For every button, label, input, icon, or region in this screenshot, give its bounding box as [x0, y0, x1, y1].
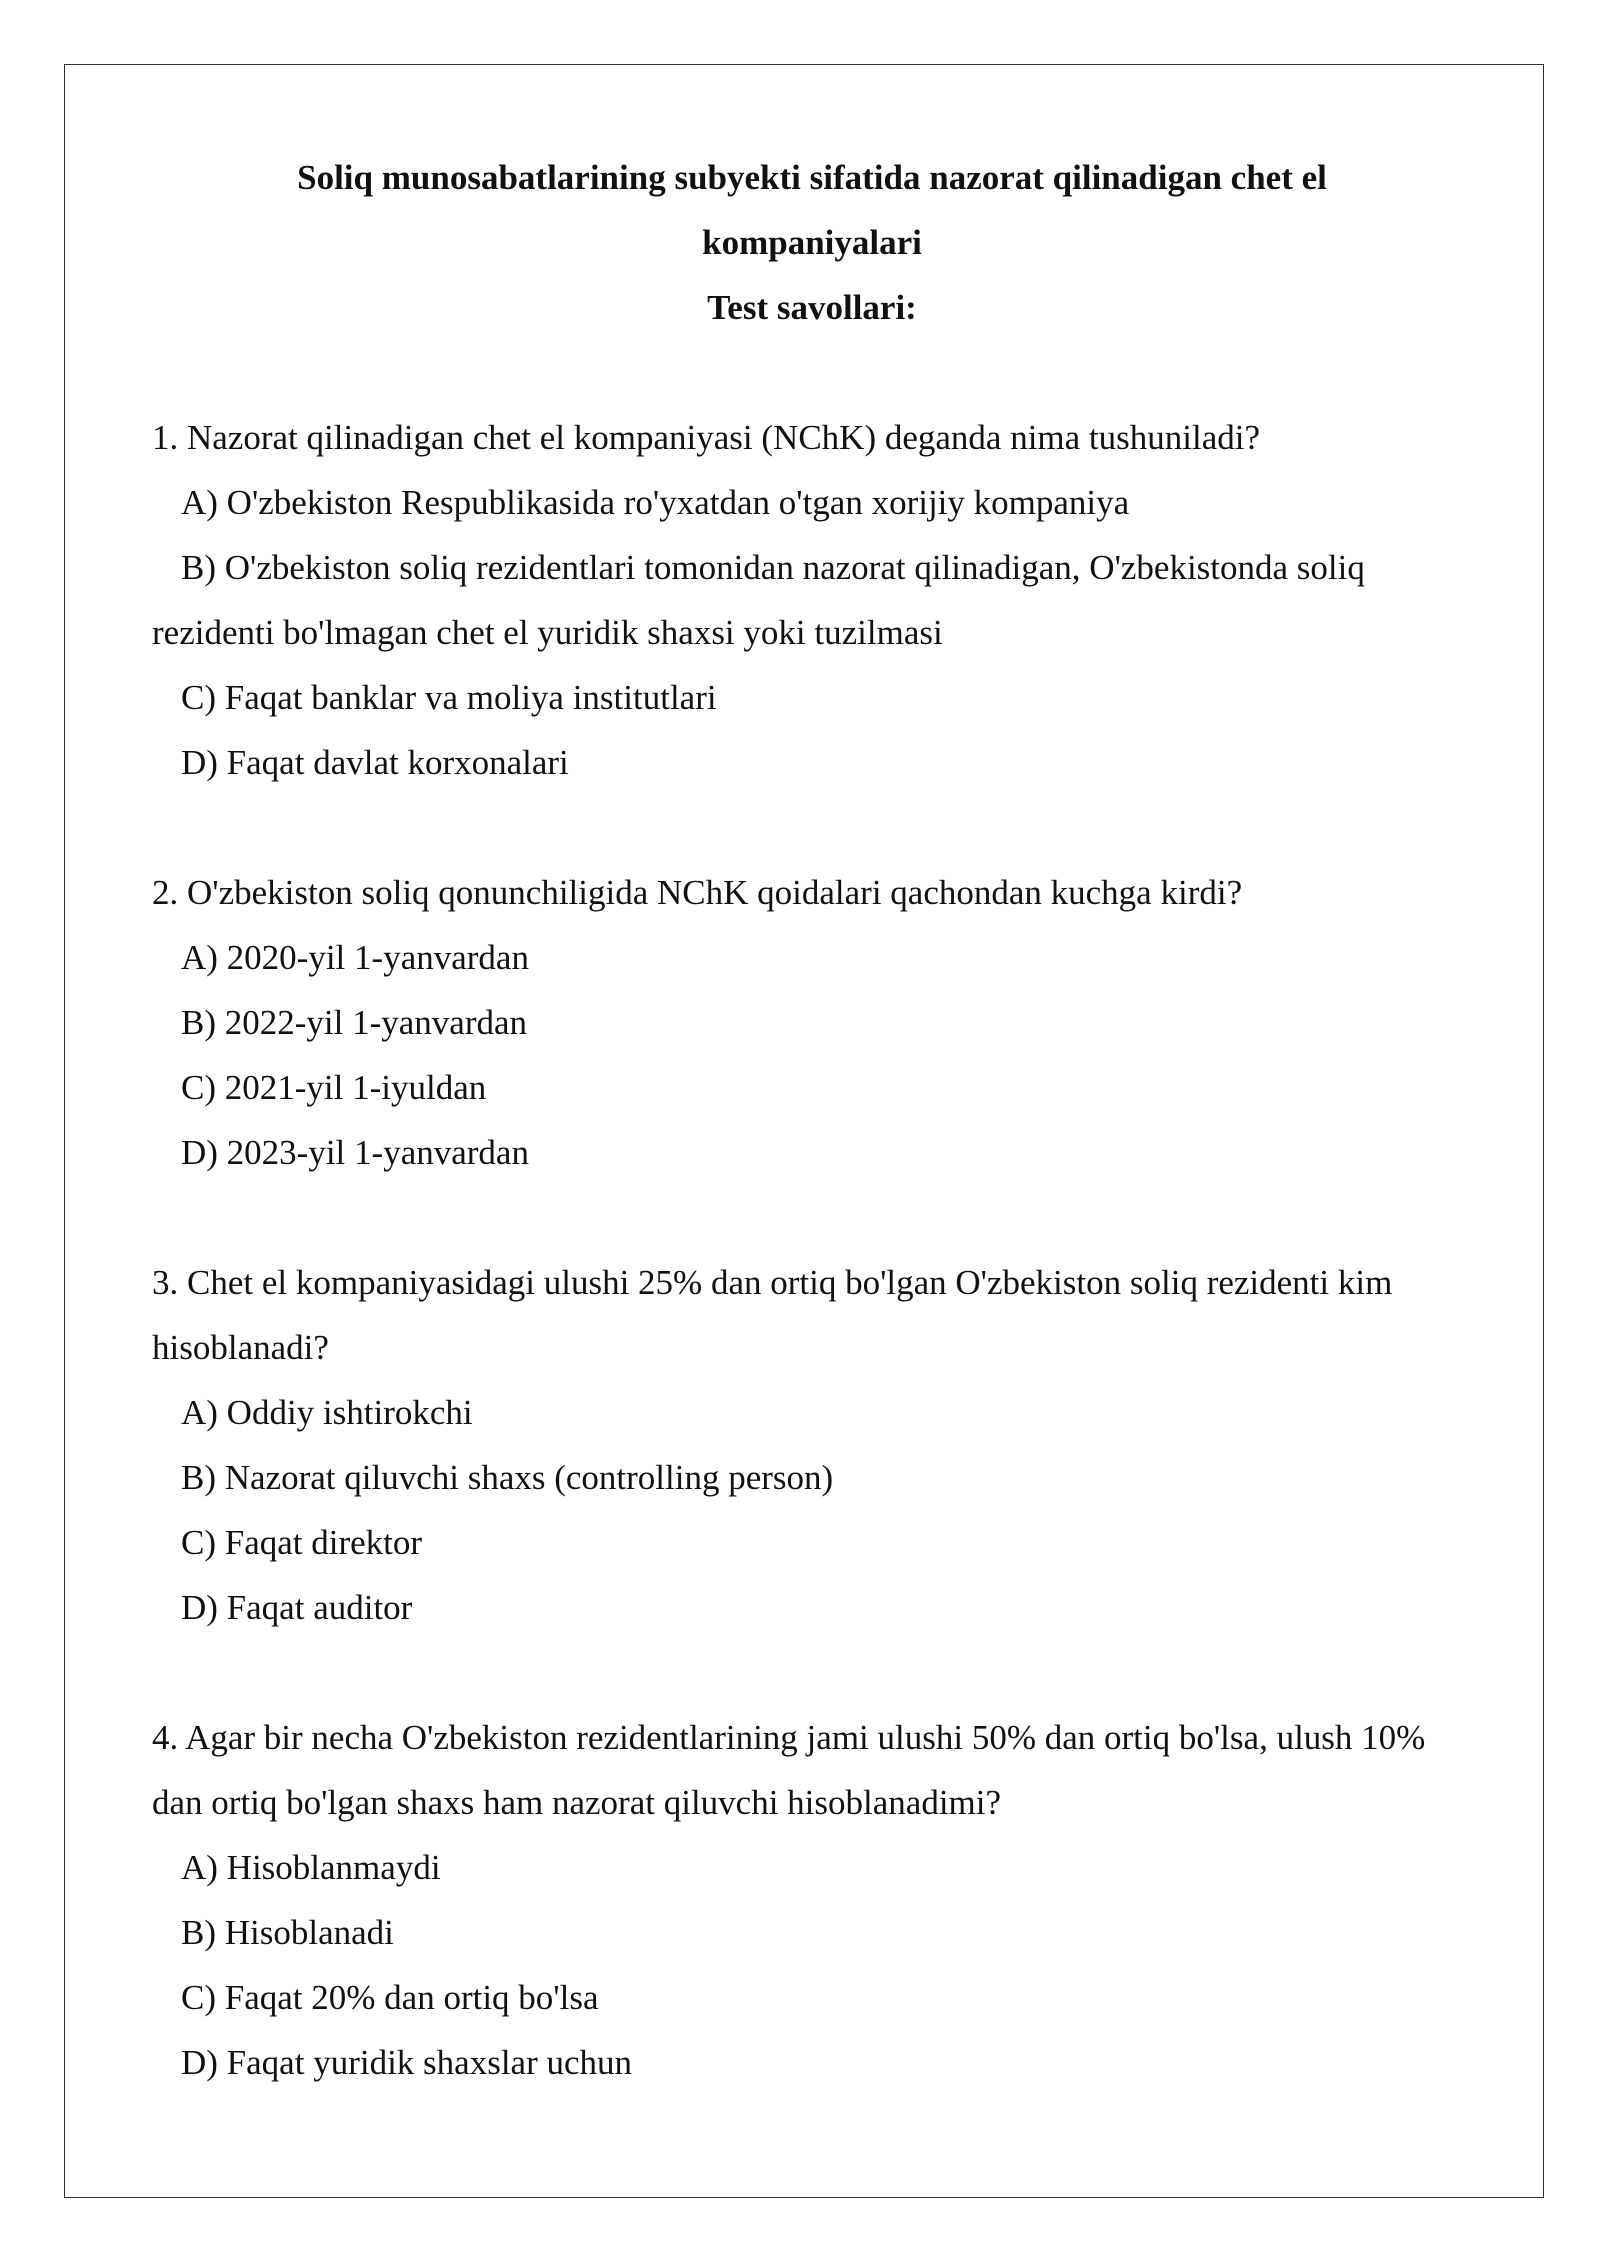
question-text: 2. O'zbekiston soliq qonunchiligida NChK qoidalari qachondan kuchga kirdi? [152, 873, 1243, 912]
option-c: C) Faqat direktor [181, 1523, 423, 1562]
document-title [152, 145, 1472, 340]
title-line-2: kompaniyalari [702, 223, 922, 262]
spacer [152, 340, 1472, 405]
question-4 [152, 1705, 1472, 2095]
option-d: D) Faqat davlat korxonalari [181, 743, 569, 782]
option-b: B) Hisoblanadi [181, 1913, 394, 1952]
option-c: C) Faqat 20% dan ortiq bo'lsa [181, 1978, 599, 2017]
title-line-1: Soliq munosabatlarining subyekti sifatida nazorat qilinadigan chet el [297, 158, 1327, 197]
option-a: A) O'zbekiston Respublikasida ro'yxatdan o'tgan xorijiy kompaniya [181, 483, 1130, 522]
option-c: C) Faqat banklar va moliya institutlari [181, 678, 717, 717]
option-b: B) O'zbekiston soliq rezidentlari tomonidan nazorat qilinadigan, O'zbekistonda soliq rezidenti bo'lmagan chet el yuridik shaxsi yoki tuzilmasi [152, 548, 1365, 652]
spacer [152, 795, 1472, 860]
option-b: B) Nazorat qiluvchi shaxs (controlling person) [181, 1458, 834, 1497]
question-1 [152, 405, 1472, 795]
option-d: D) Faqat auditor [181, 1588, 413, 1627]
document-body [152, 145, 1472, 2095]
subtitle: Test savollari: [707, 288, 917, 327]
question-text: 3. Chet el kompaniyasidagi ulushi 25% dan ortiq bo'lgan O'zbekiston soliq rezidenti kim hisoblanadi? [152, 1263, 1393, 1367]
option-a: A) Hisoblanmaydi [181, 1848, 441, 1887]
option-d: D) Faqat yuridik shaxslar uchun [181, 2043, 633, 2082]
option-c: C) 2021-yil 1-iyuldan [181, 1068, 487, 1107]
spacer [152, 1185, 1472, 1250]
question-text: 1. Nazorat qilinadigan chet el kompaniyasi (NChK) deganda nima tushuniladi? [152, 418, 1261, 457]
option-d: D) 2023-yil 1-yanvardan [181, 1133, 529, 1172]
spacer [152, 1640, 1472, 1705]
question-3 [152, 1250, 1472, 1640]
question-text: 4. Agar bir necha O'zbekiston rezidentlarining jami ulushi 50% dan ortiq bo'lsa, ulush 10% dan ortiq bo'lgan shaxs ham nazorat qiluvchi hisoblanadimi? [152, 1718, 1426, 1822]
option-a: A) 2020-yil 1-yanvardan [181, 938, 529, 977]
question-2 [152, 860, 1472, 1185]
option-a: A) Oddiy ishtirokchi [181, 1393, 473, 1432]
option-b: B) 2022-yil 1-yanvardan [181, 1003, 528, 1042]
